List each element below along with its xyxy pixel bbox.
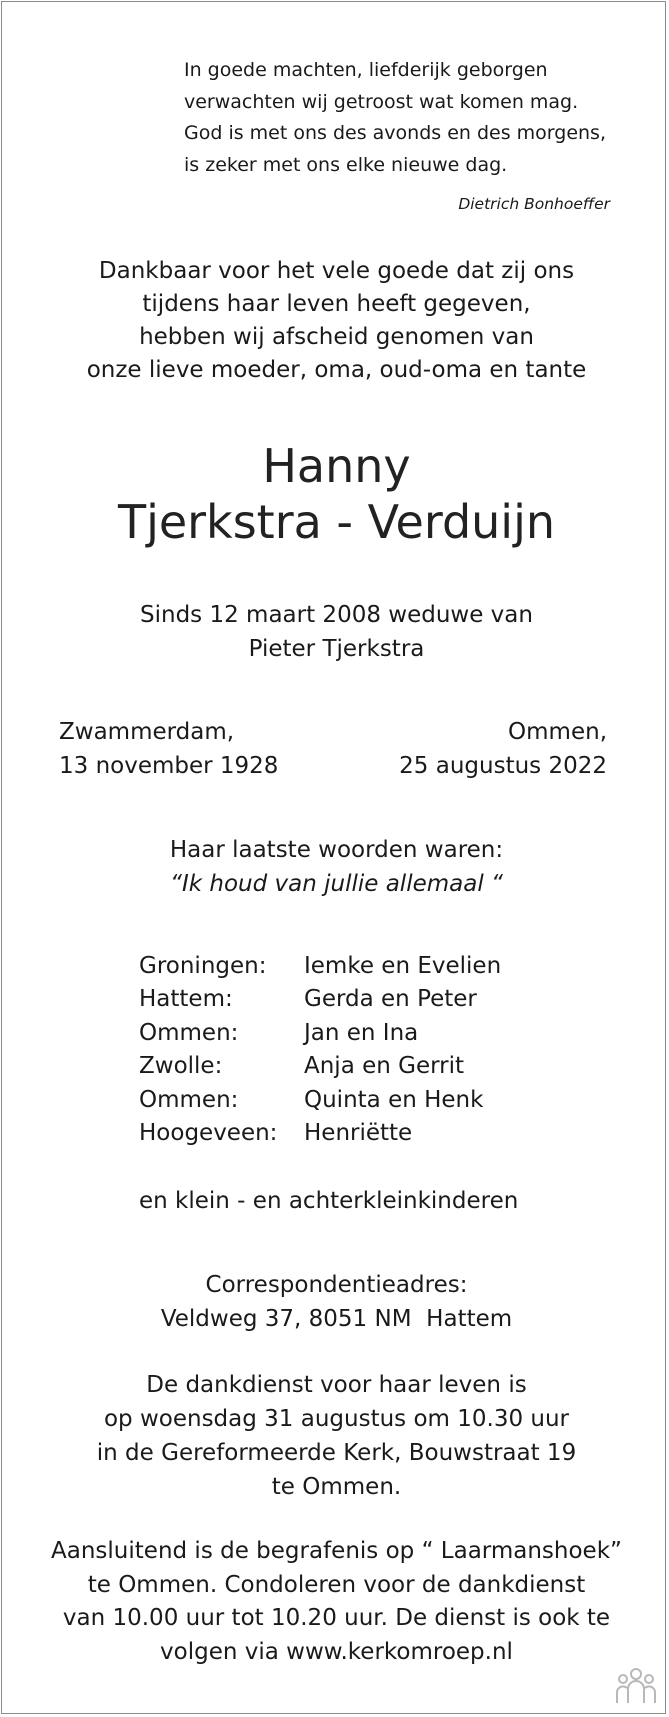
poem-line: In goede machten, liefderijk geborgen <box>184 59 548 81</box>
service-line: De dankdienst voor haar leven is <box>146 1372 527 1398</box>
last-words-quote: “Ik houd van jullie allemaal “ <box>170 871 503 897</box>
correspondence <box>2 1268 669 1336</box>
poem-line: God is met ons des avonds en des morgens, <box>184 122 606 144</box>
intro-line: onze lieve moeder, oma, oud-oma en tante <box>86 357 587 383</box>
family-place: Zwolle: <box>139 1053 223 1080</box>
service-line: te Ommen. <box>271 1474 402 1500</box>
widow-note <box>2 598 669 666</box>
poem-author: Dietrich Bonhoeffer <box>458 195 610 213</box>
family-row <box>139 1050 501 1083</box>
grandchildren-line: en klein - en achterkleinkinderen <box>139 1188 519 1214</box>
last-words <box>2 833 669 901</box>
family-place: Hoogeveen: <box>139 1120 278 1147</box>
family-row <box>139 1017 501 1050</box>
burial-line: volgen via www.kerkomroep.nl <box>160 1638 513 1665</box>
family-names: Anja en Gerrit <box>304 1053 465 1080</box>
family-place: Groningen: <box>139 953 267 979</box>
service-info <box>2 1368 669 1504</box>
deceased-name <box>2 438 669 550</box>
birth-date: 13 november 1928 <box>59 753 279 779</box>
people-group-icon <box>614 1667 658 1705</box>
birth-info <box>59 715 278 783</box>
spouse-name: Pieter Tjerkstra <box>248 636 425 662</box>
intro-line: hebben wij afscheid genomen van <box>139 324 534 350</box>
poem <box>184 55 606 181</box>
first-name: Hanny <box>262 439 411 493</box>
family-row <box>139 983 501 1016</box>
family-names: Gerda en Peter <box>304 986 477 1013</box>
burial-line: te Ommen. Condoleren voor de dankdienst <box>87 1571 586 1598</box>
family-row <box>139 950 501 983</box>
burial-info <box>2 1535 669 1669</box>
family-place: Ommen: <box>139 1019 239 1046</box>
obituary-card <box>1 1 666 1714</box>
burial-line: van 10.00 uur tot 10.20 uur. De dienst is ook te <box>62 1605 611 1632</box>
full-name: Tjerkstra - Verduijn <box>117 495 556 549</box>
correspondence-address: Veldweg 37, 8051 NM Hattem <box>160 1306 513 1332</box>
service-line: op woensdag 31 augustus om 10.30 uur <box>103 1406 570 1432</box>
family-row <box>139 1117 501 1150</box>
death-info <box>399 715 607 783</box>
intro-line: Dankbaar voor het vele goede dat zij ons <box>98 258 575 284</box>
correspondence-label: Correspondentieadres: <box>205 1272 468 1298</box>
death-place: Ommen, <box>508 719 607 745</box>
family-names: Henriëtte <box>304 1120 413 1147</box>
family-row <box>139 1084 501 1117</box>
poem-line: is zeker met ons elke nieuwe dag. <box>184 153 508 176</box>
widow-line: Sinds 12 maart 2008 weduwe van <box>140 602 533 628</box>
family-names: Quinta en Henk <box>304 1086 484 1113</box>
family-list <box>139 950 501 1150</box>
death-date: 25 augustus 2022 <box>399 753 607 779</box>
family-place: Hattem: <box>139 986 233 1013</box>
family-names: Iemke en Evelien <box>304 953 502 979</box>
intro-line: tijdens haar leven heeft gegeven, <box>142 291 531 317</box>
birth-place: Zwammerdam, <box>59 719 235 745</box>
service-line: in de Gereformeerde Kerk, Bouwstraat 19 <box>96 1440 577 1466</box>
family-place: Ommen: <box>139 1086 239 1113</box>
poem-line: verwachten wij getroost wat komen mag. <box>184 90 579 113</box>
intro-text <box>2 255 669 387</box>
last-words-intro: Haar laatste woorden waren: <box>169 837 504 863</box>
burial-line: Aansluitend is de begrafenis op “ Laarmanshoek” <box>51 1538 622 1564</box>
family-names: Jan en Ina <box>304 1019 419 1046</box>
